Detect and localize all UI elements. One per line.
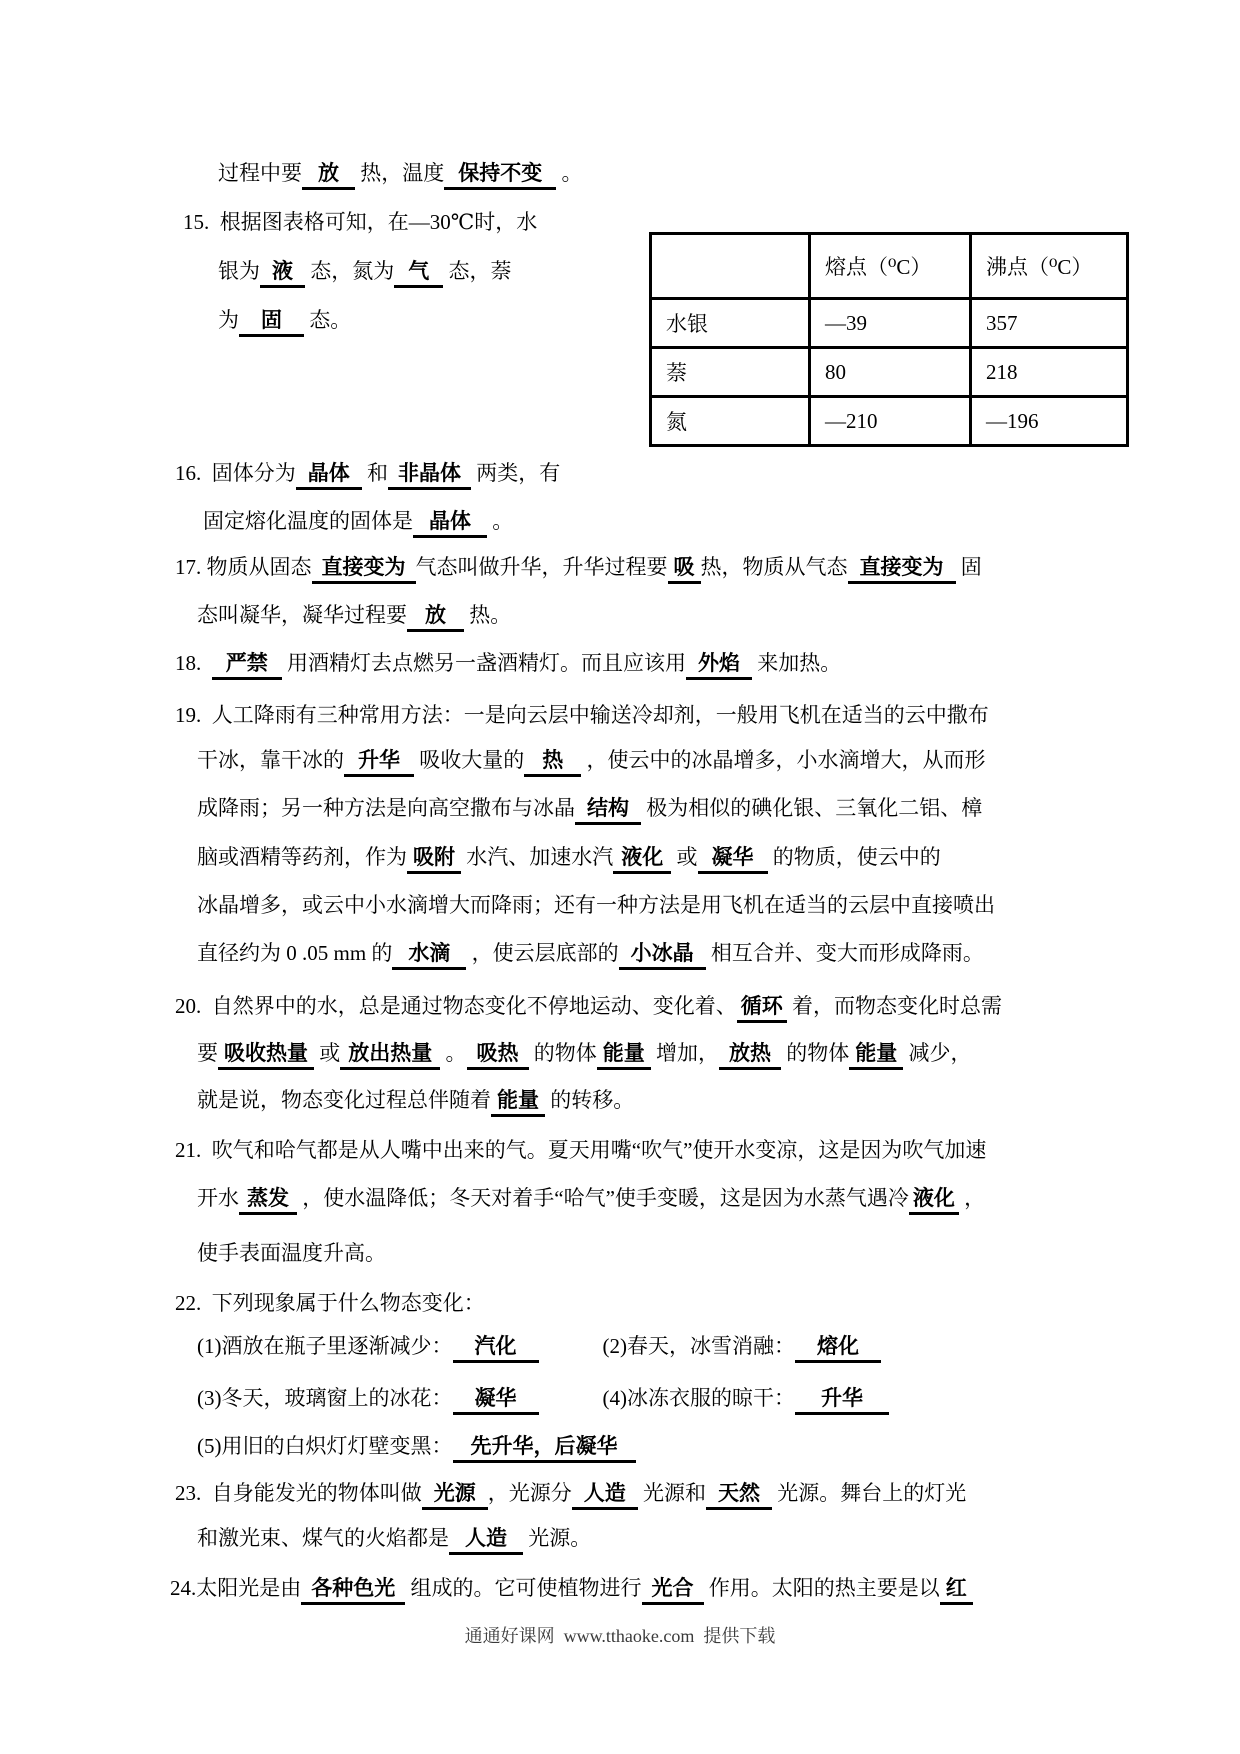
text-segment: 或	[314, 1041, 341, 1065]
text-segment: 增加，	[650, 1041, 719, 1065]
answer-blank: 放出热量	[340, 1041, 440, 1070]
text-segment: 光源和	[637, 1481, 706, 1505]
text-segment: (3)冬天，玻璃窗上的冰花：	[197, 1386, 453, 1410]
text-segment: 气态叫做升华，升华过程要	[415, 555, 668, 579]
answer-blank: 液化	[613, 845, 671, 874]
text-line	[170, 1573, 973, 1603]
text-segment: 过程中要	[218, 161, 302, 185]
text-segment: 极为相似的碘化银、三氧化二铝、樟	[641, 796, 983, 820]
text-segment: 态。	[304, 308, 352, 332]
text-line	[175, 991, 1002, 1021]
text-line	[197, 842, 941, 872]
text-segment: ，光源分	[487, 1481, 572, 1505]
text-segment: (5)用旧的白炽灯灯壁变黑：	[197, 1434, 453, 1458]
text-segment: 20. 自然界中的水，总是通过物态变化不停地运动、变化着、	[175, 994, 737, 1018]
text-segment: ，使云层底部的	[466, 941, 619, 965]
table-header-row	[651, 234, 1128, 299]
text-line	[175, 700, 989, 730]
answer-blank: 升华	[344, 748, 414, 777]
text-segment: 吸收大量的	[414, 748, 525, 772]
answer-blank: 液化	[909, 1186, 959, 1215]
text-segment: 开水	[197, 1186, 239, 1210]
answer-blank: 各种色光	[301, 1576, 405, 1605]
text-segment: 光源。	[523, 1526, 592, 1550]
footer-watermark: 通通好课网 www.tthaoke.com 提供下载	[464, 1626, 776, 1646]
text-line	[197, 890, 995, 920]
text-segment: 固	[955, 555, 982, 579]
text-segment: 用酒精灯去点燃另一盏酒精灯。而且应该用	[281, 651, 686, 675]
text-segment: 19. 人工降雨有三种常用方法：一是向云层中输送冷却剂，一般用飞机在适当的云中撒布	[175, 703, 989, 727]
text-segment: 相互合并、变大而形成降雨。	[705, 941, 984, 965]
text-line	[197, 1238, 386, 1268]
text-line	[175, 648, 841, 678]
answer-blank: 熔化	[795, 1334, 881, 1363]
text-segment: ，使云中的冰晶增多，小水滴增大，从而形	[581, 748, 986, 772]
text-line	[197, 1183, 985, 1213]
text-segment: 热，温度	[355, 161, 445, 185]
answer-blank: 放	[302, 161, 355, 190]
text-line	[183, 207, 537, 237]
text-line	[218, 305, 351, 335]
table-cell-melting: —210	[810, 397, 971, 446]
text-segment: 就是说，物态变化过程总伴随着	[197, 1088, 491, 1112]
table-cell-boiling: 218	[971, 348, 1128, 397]
table-row-nitrogen	[651, 397, 1128, 446]
answer-blank: 小冰晶	[619, 941, 706, 970]
answer-blank: 气	[394, 259, 443, 288]
text-segment: 脑或酒精等药剂，作为	[197, 845, 407, 869]
text-segment: 或	[671, 845, 698, 869]
text-line	[197, 600, 511, 630]
text-line	[197, 1085, 634, 1115]
table-cell-substance: 萘	[651, 348, 810, 397]
text-line	[197, 1431, 636, 1461]
text-line	[197, 745, 986, 775]
text-segment: 直径约为 0 .05 mm 的	[197, 941, 393, 965]
text-line	[175, 1288, 485, 1318]
text-segment: 作用。太阳的热主要是以	[703, 1576, 940, 1600]
text-segment: (4)冰冻衣服的晾干：	[602, 1386, 795, 1410]
text-segment: 和	[361, 461, 388, 485]
answer-blank: 人造	[572, 1481, 638, 1510]
text-segment: 。	[556, 161, 583, 185]
answer-blank: 能量	[849, 1041, 903, 1070]
answer-blank: 直接变为	[312, 555, 416, 584]
table-cell-boiling: —196	[971, 397, 1128, 446]
text-segment: 态叫凝华，凝华过程要	[197, 603, 407, 627]
answer-blank: 吸	[668, 555, 701, 584]
text-segment: 的物体	[781, 1041, 850, 1065]
table-row-naphthalene	[651, 348, 1128, 397]
answer-blank: 放热	[719, 1041, 781, 1070]
answer-blank: 放	[407, 603, 464, 632]
text-segment: 15. 根据图表格可知，在—30℃时，水	[183, 210, 538, 234]
text-segment: ，使水温降低；冬天对着手“哈气”使手变暖，这是因为水蒸气遇冷	[297, 1186, 909, 1210]
answer-blank: 光源	[422, 1481, 488, 1510]
text-segment: 组成的。它可使植物进行	[405, 1576, 642, 1600]
text-line	[175, 458, 560, 488]
text-line	[197, 793, 982, 823]
text-line	[218, 158, 583, 188]
answer-blank: 保持不变	[444, 161, 556, 190]
text-segment: 固定熔化温度的固体是	[203, 509, 413, 533]
answer-blank: 能量	[491, 1088, 545, 1117]
table-header-melting-point: 熔点（⁰C）	[810, 234, 971, 299]
answer-blank: 人造	[449, 1526, 523, 1555]
answer-blank: 外焰	[686, 651, 752, 680]
text-segment: 16. 固体分为	[175, 461, 296, 485]
answer-blank: 晶体	[296, 461, 362, 490]
text-segment: 成降雨；另一种方法是向高空撒布与冰晶	[197, 796, 575, 820]
answer-blank: 液	[260, 259, 305, 288]
text-line	[175, 552, 982, 582]
answer-blank: 能量	[597, 1041, 651, 1070]
table-cell-substance: 氮	[651, 397, 810, 446]
answer-blank: 凝华	[698, 845, 768, 874]
answer-blank: 结构	[575, 796, 641, 825]
answer-blank: 蒸发	[239, 1186, 297, 1215]
text-line	[197, 1331, 881, 1361]
column-gap	[539, 1352, 603, 1353]
text-segment: (1)酒放在瓶子里逐渐减少：	[197, 1334, 453, 1358]
table-header-boiling-point: 沸点（⁰C）	[971, 234, 1128, 299]
text-line	[203, 506, 513, 536]
answer-blank: 吸附	[407, 845, 461, 874]
text-segment: 的物质，使云中的	[767, 845, 941, 869]
table-cell-boiling: 357	[971, 299, 1128, 348]
answer-blank: 严禁	[212, 651, 282, 680]
answer-blank: 凝华	[453, 1386, 539, 1415]
text-segment: 和激光束、煤气的火焰都是	[197, 1526, 449, 1550]
answer-blank: 固	[239, 308, 304, 337]
answer-blank: 热	[524, 748, 581, 777]
table-cell-melting: —39	[810, 299, 971, 348]
text-segment: 18.	[175, 651, 212, 675]
table-cell-melting: 80	[810, 348, 971, 397]
text-segment: 热，物质从气态	[700, 555, 848, 579]
text-segment: 减少，	[903, 1041, 972, 1065]
text-segment: 银为	[218, 259, 260, 283]
text-segment: 要	[197, 1041, 218, 1065]
answer-blank: 先升华，后凝华	[453, 1434, 636, 1463]
table-header-substance	[651, 234, 810, 299]
text-line	[175, 1478, 966, 1508]
text-segment: ，	[958, 1186, 986, 1210]
text-segment: 态，氮为	[305, 259, 395, 283]
text-line	[218, 256, 512, 286]
text-line	[197, 1038, 972, 1068]
melting-boiling-point-table	[649, 232, 1129, 447]
text-segment: 态，萘	[443, 259, 512, 283]
text-segment: 24.太阳光是由	[170, 1576, 302, 1600]
answer-blank: 红	[940, 1576, 973, 1605]
text-segment: 的转移。	[545, 1088, 635, 1112]
answer-blank: 直接变为	[848, 555, 956, 584]
text-line	[197, 1523, 591, 1553]
text-segment: 。	[440, 1041, 467, 1065]
answer-blank: 天然	[706, 1481, 772, 1510]
answer-blank: 水滴	[392, 941, 466, 970]
answer-blank: 吸收热量	[218, 1041, 314, 1070]
text-segment: 热。	[464, 603, 512, 627]
text-segment: (2)春天，冰雪消融：	[602, 1334, 795, 1358]
text-segment: 着，而物态变化时总需	[786, 994, 1002, 1018]
column-gap	[539, 1404, 603, 1405]
answer-blank: 升华	[795, 1386, 889, 1415]
text-line	[197, 938, 984, 968]
text-segment: 来加热。	[752, 651, 842, 675]
text-line	[175, 1135, 986, 1165]
text-segment: 。	[487, 509, 514, 533]
text-segment: 两类，有	[471, 461, 561, 485]
text-segment: 干冰，靠干冰的	[197, 748, 344, 772]
text-segment: 21. 吹气和哈气都是从人嘴中出来的气。夏天用嘴“吹气”使开水变凉，这是因为吹气加速	[175, 1138, 987, 1162]
text-segment: 使手表面温度升高。	[197, 1241, 386, 1265]
answer-blank: 吸热	[467, 1041, 529, 1070]
text-segment: 的物体	[528, 1041, 597, 1065]
answer-blank: 光合	[642, 1576, 704, 1605]
table-row-mercury	[651, 299, 1128, 348]
answer-blank: 非晶体	[388, 461, 471, 490]
text-segment: 22. 下列现象属于什么物态变化：	[175, 1291, 485, 1315]
text-segment: 17. 物质从固态	[175, 555, 312, 579]
text-segment: 为	[218, 308, 239, 332]
answer-blank: 循环	[737, 994, 787, 1023]
answer-blank: 汽化	[453, 1334, 539, 1363]
text-segment: 光源。舞台上的灯光	[772, 1481, 967, 1505]
text-line	[197, 1383, 889, 1413]
text-segment: 23. 自身能发光的物体叫做	[175, 1481, 422, 1505]
table-cell-substance: 水银	[651, 299, 810, 348]
answer-blank: 晶体	[413, 509, 487, 538]
text-segment: 冰晶增多，或云中小水滴增大而降雨；还有一种方法是用飞机在适当的云层中直接喷出	[197, 893, 995, 917]
text-segment: 水汽、加速水汽	[461, 845, 614, 869]
